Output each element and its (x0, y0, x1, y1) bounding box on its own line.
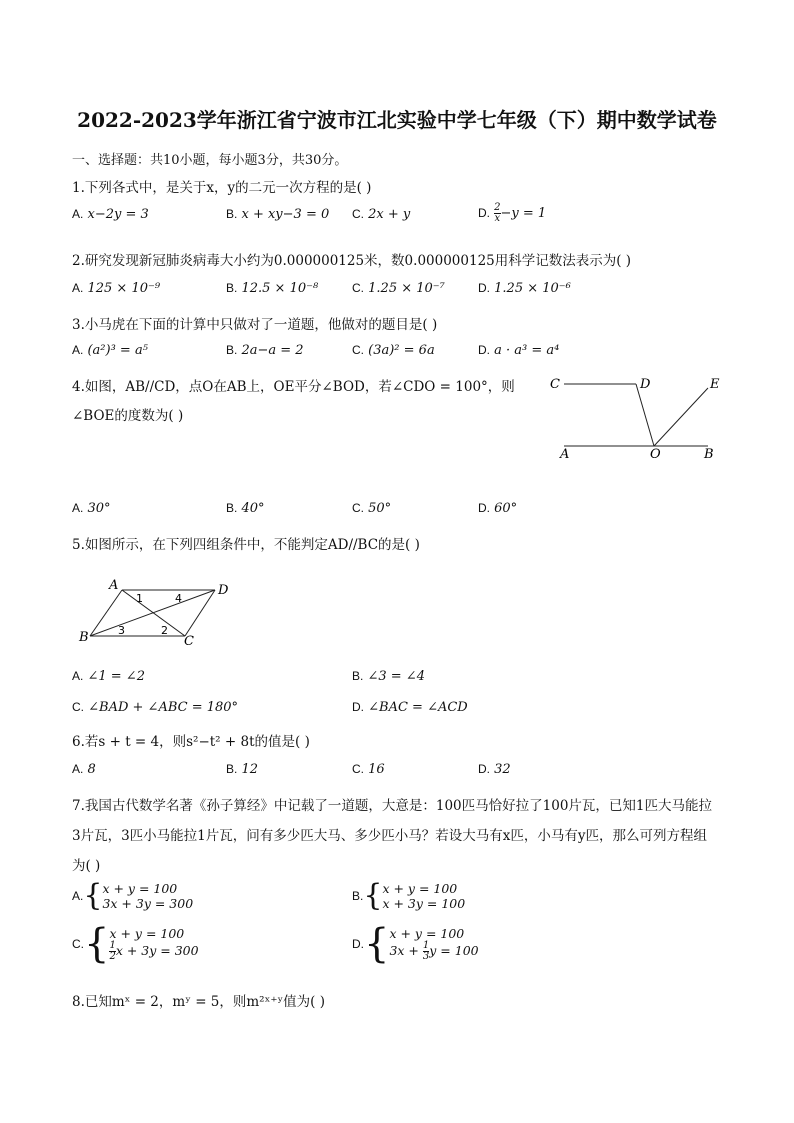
q3-option-d[interactable]: D. a · a³ = a⁴ (478, 343, 560, 358)
question-3-stem: 3.小马虎在下面的计算中只做对了一道题，他做对的题目是( ) (72, 317, 438, 333)
question-7-stem-line1: 7.我国古代数学名著《孙子算经》中记载了一道题，大意是：100匹马恰好拉了100片瓦，已知1匹大马能拉 (72, 798, 713, 814)
side-cd (185, 590, 215, 636)
q7-option-b[interactable]: B.{ x + y = 100 x + 3y = 100 (352, 878, 466, 913)
q3-option-a[interactable]: A. (a²)³ = a⁵ (72, 343, 148, 358)
q2-option-a[interactable]: A. 125 × 10⁻⁹ (72, 281, 161, 296)
label-d: D (218, 583, 229, 598)
angle-4: 4 (175, 592, 182, 605)
q5-figure (75, 575, 235, 650)
q2-option-c[interactable]: C. 1.25 × 10⁻⁷ (352, 281, 445, 296)
angle-1: 1 (136, 592, 143, 605)
q7-option-c[interactable]: C.{ x + y = 100 $\frac{1}{2}$ x + 3y = 300 (72, 921, 199, 967)
question-4-stem-line2: ∠BOE的度数为( ) (72, 408, 184, 424)
angle-3: 3 (118, 624, 125, 637)
question-8-stem: 8.已知mˣ = 2，mʸ = 5，则m²ˣ⁺ʸ值为( ) (72, 994, 325, 1010)
question-1-stem: 1.下列各式中，是关于x，y的二元一次方程的是( ) (72, 180, 372, 196)
q2-option-d[interactable]: D. 1.25 × 10⁻⁶ (478, 281, 571, 296)
label-c: C (184, 634, 194, 649)
label-o: O (650, 447, 661, 462)
page-title: 2022-2023学年浙江省宁波市江北实验中学七年级（下）期中数学试卷 (77, 108, 717, 132)
question-6-stem: 6.若s + t = 4，则s²−t² + 8t的值是( ) (72, 734, 310, 750)
q4-option-c[interactable]: C. 50° (352, 501, 392, 516)
q5-option-a[interactable]: A. ∠1 = ∠2 (72, 669, 145, 684)
q4-option-b[interactable]: B. 40° (226, 501, 265, 516)
section-heading: 一、选择题：共10小题，每小题3分，共30分。 (72, 153, 348, 168)
label-a: A (560, 447, 570, 462)
ray-oe (654, 388, 708, 446)
label-a: A (109, 578, 119, 593)
label-d: D (640, 377, 651, 392)
q7-option-d[interactable]: D.{ x + y = 100 3x + $\frac{1}{3}$ y = 100 (352, 921, 479, 967)
q6-option-c[interactable]: C. 16 (352, 762, 385, 777)
q3-option-b[interactable]: B. 2a−a = 2 (226, 343, 304, 358)
q6-option-a[interactable]: A. 8 (72, 762, 96, 777)
q5-option-c[interactable]: C. ∠BAD + ∠ABC = 180° (72, 700, 239, 715)
q7-option-a[interactable]: A.{ x + y = 100 3x + 3y = 300 (72, 878, 194, 913)
q2-option-b[interactable]: B. 12.5 × 10⁻⁸ (226, 281, 319, 296)
angle-2: 2 (161, 624, 168, 637)
q4-figure (540, 370, 730, 465)
question-7-stem-line2: 3片瓦，3匹小马能拉1片瓦，问有多少匹大马、多少匹小马？若设大马有x匹，小马有y匹，那么可列方程组 (72, 828, 708, 844)
q1-option-c[interactable]: C. 2x + y (352, 207, 411, 222)
question-2-stem: 2.研究发现新冠肺炎病毒大小约为0.000000125米，数0.000000125用科学记数法表示为( ) (72, 253, 632, 269)
q4-option-a[interactable]: A. 30° (72, 501, 111, 516)
q3-option-c[interactable]: C. (3a)² = 6a (352, 343, 435, 358)
q1-option-d[interactable]: D. $\frac{2}{x}$ −y = 1 (478, 202, 547, 224)
segment-do (636, 384, 654, 446)
label-b: B (79, 630, 89, 645)
q5-option-d[interactable]: D. ∠BAC = ∠ACD (352, 700, 468, 715)
question-5-stem: 5.如图所示，在下列四组条件中，不能判定AD//BC的是( ) (72, 537, 420, 553)
label-c: C (550, 377, 560, 392)
label-e: E (710, 377, 720, 392)
q5-option-b[interactable]: B. ∠3 = ∠4 (352, 669, 425, 684)
q1-option-a[interactable]: A. x−2y = 3 (72, 207, 149, 222)
question-7-stem-line3: 为( ) (72, 858, 101, 874)
q4-option-d[interactable]: D. 60° (478, 501, 518, 516)
q6-option-b[interactable]: B. 12 (226, 762, 259, 777)
question-4-stem-line1: 4.如图，AB//CD，点O在AB上，OE平分∠BOD，若∠CDO = 100°，则 (72, 379, 515, 395)
q1-option-b[interactable]: B. x + xy−3 = 0 (226, 207, 330, 222)
label-b: B (704, 447, 714, 462)
diagonal-bd (90, 590, 215, 636)
q6-option-d[interactable]: D. 32 (478, 762, 511, 777)
